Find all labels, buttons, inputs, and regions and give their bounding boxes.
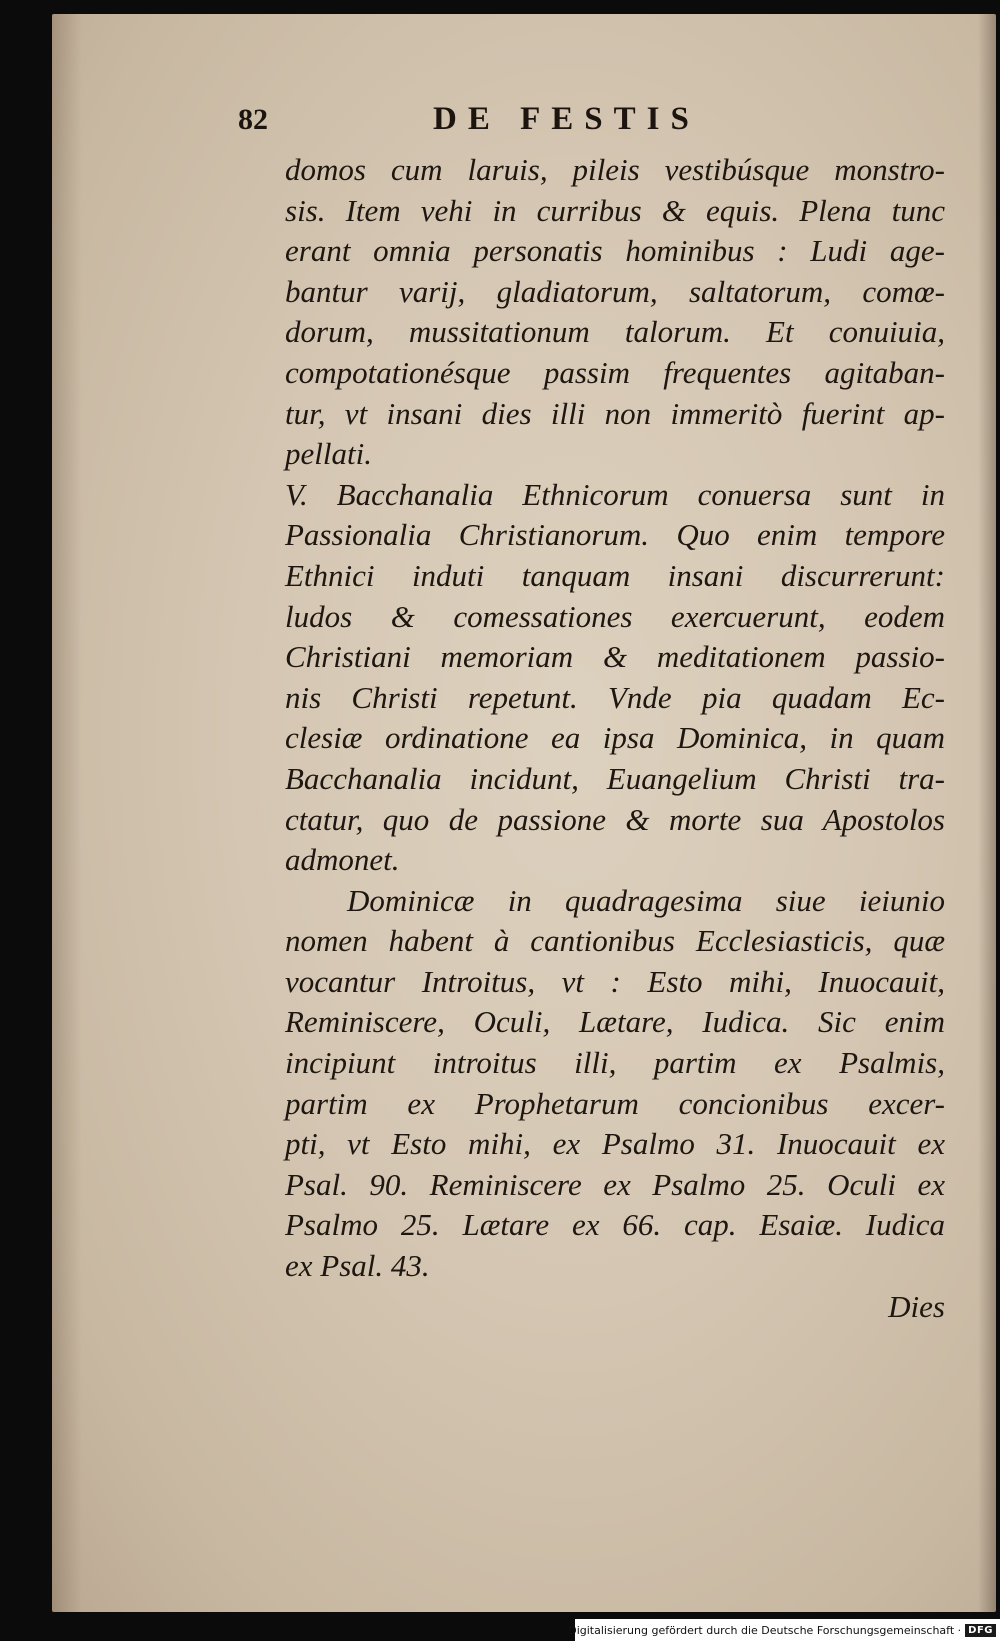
text-line: Bacchanalia incidunt, Euangelium Christi tra- [285, 760, 945, 796]
text-line: Passionalia Christianorum. Quo enim tempore [285, 517, 945, 553]
text-line: tur, vt insani dies illi non immeritò fuerint ap- [285, 395, 945, 431]
text-line: erant omnia personatis hominibus : Ludi age- [285, 233, 945, 269]
text-line: Psal. 90. Reminiscere ex Psalmo 25. Oculi ex [285, 1166, 945, 1202]
text-line: ex Psal. 43. [285, 1248, 430, 1284]
body-text [285, 150, 945, 1327]
text-line: compotationésque passim frequentes agitaban- [285, 354, 945, 390]
catchword: Dies [888, 1288, 945, 1324]
text-line: nomen habent à cantionibus Ecclesiasticis, quæ [285, 923, 945, 959]
text-line: clesiæ ordinatione ea ipsa Dominica, in quam [285, 720, 945, 756]
text-line: Ethnici induti tanquam insani discurrerunt: [285, 557, 945, 593]
section-heading-line: V. Bacchanalia Ethnicorum conuersa sunt in [285, 476, 945, 512]
funding-notice: Digitalisierung gefördert durch die Deutsche Forschungsgemeinschaft · [568, 1623, 962, 1637]
text-line: Reminiscere, Oculi, Lætare, Iudica. Sic enim [285, 1004, 945, 1040]
text-line: sis. Item vehi in curribus & equis. Plena tunc [285, 192, 945, 228]
text-line: Christiani memoriam & meditationem passio- [285, 639, 945, 675]
digitization-footer [568, 1619, 1000, 1641]
text-line: ludos & comessationes exercuerunt, eodem [285, 598, 945, 634]
text-line: pti, vt Esto mihi, ex Psalmo 31. Inuocauit ex [285, 1126, 945, 1162]
text-line: Psalmo 25. Lætare ex 66. cap. Esaiæ. Iudica [285, 1207, 945, 1243]
page-header [238, 95, 938, 141]
text-line: incipiunt introitus illi, partim ex Psalmis, [285, 1045, 945, 1081]
paragraph-start-line: Dominicæ in quadragesima siue ieiunio [347, 882, 945, 918]
text-line: dorum, mussitationum talorum. Et conuiuia, [285, 314, 945, 350]
text-line: pellati. [285, 436, 372, 472]
text-line: bantur varij, gladiatorum, saltatorum, comœ- [285, 273, 945, 309]
text-line: vocantur Introitus, vt : Esto mihi, Inuocauit, [285, 963, 945, 999]
running-title: DE FESTIS [433, 101, 700, 137]
text-line: admonet. [285, 842, 400, 878]
text-line: partim ex Prophetarum concionibus excer- [285, 1085, 945, 1121]
dfg-logo-icon: DFG [965, 1624, 996, 1637]
text-line: domos cum laruis, pileis vestibúsque monstro- [285, 152, 945, 187]
text-line: ctatur, quo de passione & morte sua Apostolos [285, 801, 945, 837]
text-line: nis Christi repetunt. Vnde pia quadam Ec- [285, 679, 945, 715]
page-number: 82 [238, 103, 268, 136]
